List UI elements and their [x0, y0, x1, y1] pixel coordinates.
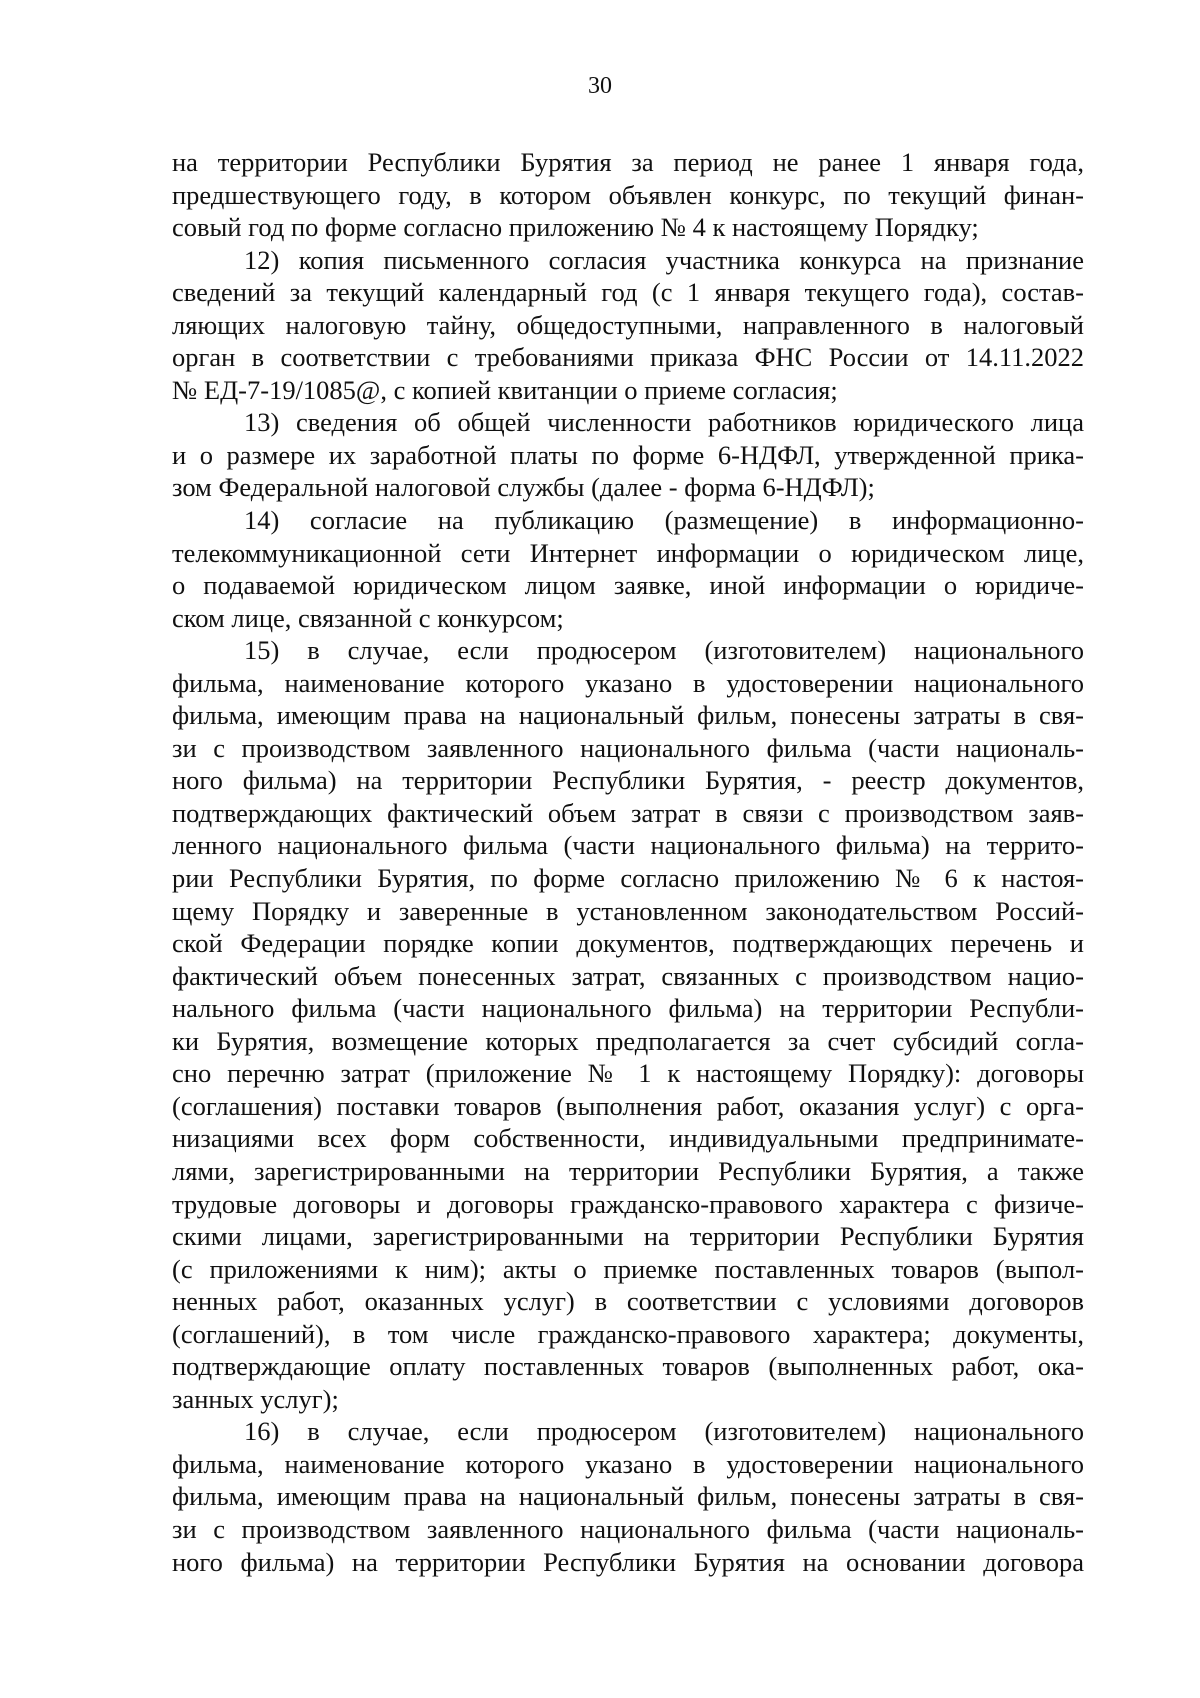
text-line: подтверждающие оплату поставленных товаров (выполненных работ, ока-: [172, 1351, 1084, 1382]
text-line: ском лице, связанной с конкурсом;: [172, 602, 564, 633]
text-line: ного фильма) на территории Республики Бурятия на основании договора: [172, 1546, 1084, 1577]
text-line: фильма, наименование которого указано в удостоверении национального: [172, 667, 1084, 698]
paragraph-p-13: [172, 406, 1084, 504]
paragraph-p-15: [172, 634, 1084, 1415]
text-line: занных услуг);: [172, 1383, 339, 1414]
paragraph-p-16: [172, 1415, 1084, 1578]
text-line: № ЕД-7-19/1085@, с копией квитанции о приеме согласия;: [172, 374, 838, 405]
paragraph-p-cont: [172, 146, 1084, 244]
text-line: сно перечню затрат (приложение № 1 к настоящему Порядку): договоры: [172, 1058, 1084, 1089]
text-line: 16) в случае, если продюсером (изготовителем) национального: [244, 1416, 1084, 1447]
paragraph-p-12: [172, 244, 1084, 407]
text-line: (с приложениями к ним); акты о приемке поставленных товаров (выпол-: [172, 1253, 1084, 1284]
text-line: предшествующего году, в котором объявлен конкурс, по текущий финан-: [172, 179, 1084, 210]
text-line: скими лицами, зарегистрированными на территории Республики Бурятия: [172, 1221, 1084, 1252]
text-line: совый год по форме согласно приложению № 4 к настоящему Порядку;: [172, 212, 979, 243]
text-line: зи с производством заявленного национального фильма (части националь-: [172, 732, 1084, 763]
text-line: 15) в случае, если продюсером (изготовителем) национального: [244, 635, 1084, 666]
text-line: рии Республики Бурятия, по форме согласно приложению № 6 к настоя-: [172, 863, 1084, 894]
text-line: орган в соответствии с требованиями приказа ФНС России от 14.11.2022: [172, 342, 1084, 373]
text-line: ляющих налоговую тайну, общедоступными, направленного в налоговый: [172, 309, 1084, 340]
paragraph-p-14: [172, 504, 1084, 634]
text-line: зом Федеральной налоговой службы (далее - форма 6-НДФЛ);: [172, 472, 875, 503]
text-line: и о размере их заработной платы по форме 6-НДФЛ, утвержденной прика-: [172, 439, 1084, 470]
text-line: ки Бурятия, возмещение которых предполагается за счет субсидий согла-: [172, 1025, 1084, 1056]
text-line: на территории Республики Бурятия за период не ранее 1 января года,: [172, 147, 1084, 177]
document-body: [172, 146, 1084, 1578]
text-line: ненных работ, оказанных услуг) в соответствии с условиями договоров: [172, 1286, 1084, 1317]
text-line: нального фильма (части национального фильма) на территории Республи-: [172, 993, 1084, 1024]
text-line: фактический объем понесенных затрат, связанных с производством нацио-: [172, 960, 1084, 991]
text-line: 12) копия письменного согласия участника конкурса на признание: [244, 244, 1084, 275]
text-line: ного фильма) на территории Республики Бурятия, - реестр документов,: [172, 765, 1084, 796]
text-line: трудовые договоры и договоры гражданско-правового характера с физиче-: [172, 1188, 1084, 1219]
text-line: о подаваемой юридическом лицом заявке, иной информации о юридиче-: [172, 570, 1084, 601]
text-line: фильма, имеющим права на национальный фильм, понесены затраты в свя-: [172, 700, 1084, 731]
text-line: лями, зарегистрированными на территории Республики Бурятия, а также: [172, 1155, 1084, 1186]
text-line: зи с производством заявленного национального фильма (части националь-: [172, 1513, 1084, 1544]
text-line: телекоммуникационной сети Интернет информации о юридическом лице,: [172, 537, 1084, 568]
text-line: низациями всех форм собственности, индивидуальными предпринимате-: [172, 1123, 1084, 1154]
text-line: 13) сведения об общей численности работников юридического лица: [244, 407, 1084, 438]
text-line: фильма, наименование которого указано в удостоверении национального: [172, 1448, 1084, 1479]
text-line: сведений за текущий календарный год (с 1 января текущего года), состав-: [172, 277, 1084, 308]
text-line: подтверждающих фактический объем затрат в связи с производством заяв-: [172, 797, 1084, 828]
text-line: ленного национального фильма (части национального фильма) на террито-: [172, 830, 1084, 861]
text-line: 14) согласие на публикацию (размещение) в информационно-: [244, 505, 1084, 536]
page-number: 30: [588, 73, 612, 99]
text-line: (соглашений), в том числе гражданско-правового характера; документы,: [172, 1318, 1084, 1349]
text-line: ской Федерации порядке копии документов, подтверждающих перечень и: [172, 928, 1084, 959]
text-line: (соглашения) поставки товаров (выполнения работ, оказания услуг) с орга-: [172, 1090, 1084, 1121]
text-line: фильма, имеющим права на национальный фильм, понесены затраты в свя-: [172, 1481, 1084, 1512]
text-line: щему Порядку и заверенные в установленном законодательством Россий-: [172, 895, 1084, 926]
